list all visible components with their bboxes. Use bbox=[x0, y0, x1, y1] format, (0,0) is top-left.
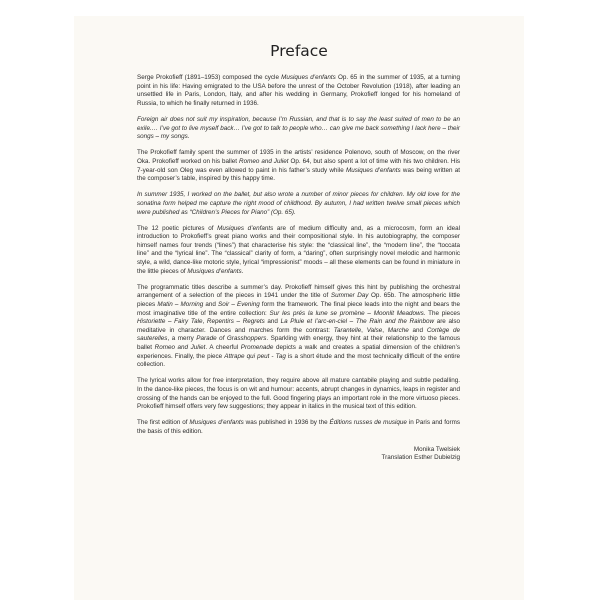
preface-body bbox=[137, 74, 460, 463]
paragraph-quote-summer: In summer 1935, I worked on the ballet, but also wrote a number of minor pieces for children. My old love for the sonatina form helped me capture the right mood of childhood. By autumn, I had written twelve small pieces which were published as “Children’s Pieces for Piano” (Op. 65). bbox=[137, 191, 460, 216]
translator-credit: Translation Esther Dubielzig bbox=[381, 454, 460, 462]
paragraph-lyrical-works: The lyrical works allow for free interpretation, they require above all mature cantabile playing and subtle pedalling. In the dance-like pieces, the focus is on wit and humour: accents, abrupt changes in dynamics, leaps in register and crossing of the hands can be enjoyed to the full. Good fingering plays an important role in the more virtuoso pieces. Prokofieff himself offers very few suggestions; they appear in italics in the musical text of this edition. bbox=[137, 377, 460, 411]
paragraph-summer-1935: The Prokofieff family spent the summer of 1935 in the artists’ residence Polenovo, south of Moscow, on the river Oka. Prokofieff worked on his ballet Romeo and Juliet Op. 64, but also spent a lot of time with his two children. His 7-year-old son Oleg was even allowed to paint in his father’s study while Musiques d’enfants was being written at the composer’s table, inspired by this happy time. bbox=[137, 149, 460, 183]
paragraph-first-edition: The first edition of Musiques d’enfants was published in 1936 by the Éditions russes de musique in Paris and forms the basis of this edition. bbox=[137, 419, 460, 435]
author-name: Monika Twelsiek bbox=[413, 445, 460, 453]
signature-block bbox=[137, 446, 460, 463]
document-page bbox=[74, 16, 524, 600]
page-title: Preface bbox=[270, 42, 328, 60]
paragraph-intro: Serge Prokofieff (1891–1953) composed the cycle Musiques d’enfants Op. 65 in the summer of 1935, at a turning point in his life: Having emigrated to the USA before the unrest of the October Revolution (1918), after leading an unsettled life in Paris, London, Italy, and after his wedding in Germany, Prokofieff longed for his homeland of Russia, to which he finally returned in 1936. bbox=[137, 74, 460, 107]
paragraph-poetic-pictures: The 12 poetic pictures of Musiques d’enfants are of medium difficulty and, as a microcosm, form an ideal introduction to Prokofieff’s great piano works and their compositional style. In his autobiography, the composer himself names four trends (“lines”) that characterise his style: the “classical line”, the “modern line”, the “toccata line” and the “lyrical line”. The “classical” clarity of form, a “daring”, often surprisingly novel melodic and harmonic style, a wild, dance-like motoric style, lyrical “impressionist” moods – all these elements can be found in miniature in the little pieces of Musiques d’enfants. bbox=[137, 224, 460, 275]
paragraph-programmatic-titles: The programmatic titles describe a summer’s day. Prokofieff himself gives this hint by publishing the orchestral arrangement of a selection of the pieces in 1941 under the title of Summer Day Op. 65b. The atmospheric little pieces Matin – Morning and Soir – Evening form the framework. The final piece leads into the night and bears the most imaginative title of the entire collection: Sur les prés la lune se promène – Moonlit Meadows. The pieces Historiette – Fairy Tale, Repentirs – Regrets and La Pluie et l’arc-en-ciel – The Rain and the Rainbow are also meditative in character. Dances and marches form the contrast: Tarantelle, Valse, Marche and Cortège de sauterelles, a merry Parade of Grasshoppers. Sparkling with energy, they hint at their relationship to the famous ballet Romeo and Juliet. A cheerful Promenade depicts a walk and creates a spatial dimension of the children’s experiences. Finally, the piece Attrape qui peut - Tag is a short étude and the most technically difficult of the entire collection. bbox=[137, 283, 461, 369]
paragraph-quote-foreign-air: Foreign air does not suit my inspiration, because I’m Russian, and that is to say the least suited of men to be an exile.… I’ve got to live myself back… I’ve got to talk to people who… can give me back something I lack here – their songs – my songs. bbox=[137, 115, 460, 141]
